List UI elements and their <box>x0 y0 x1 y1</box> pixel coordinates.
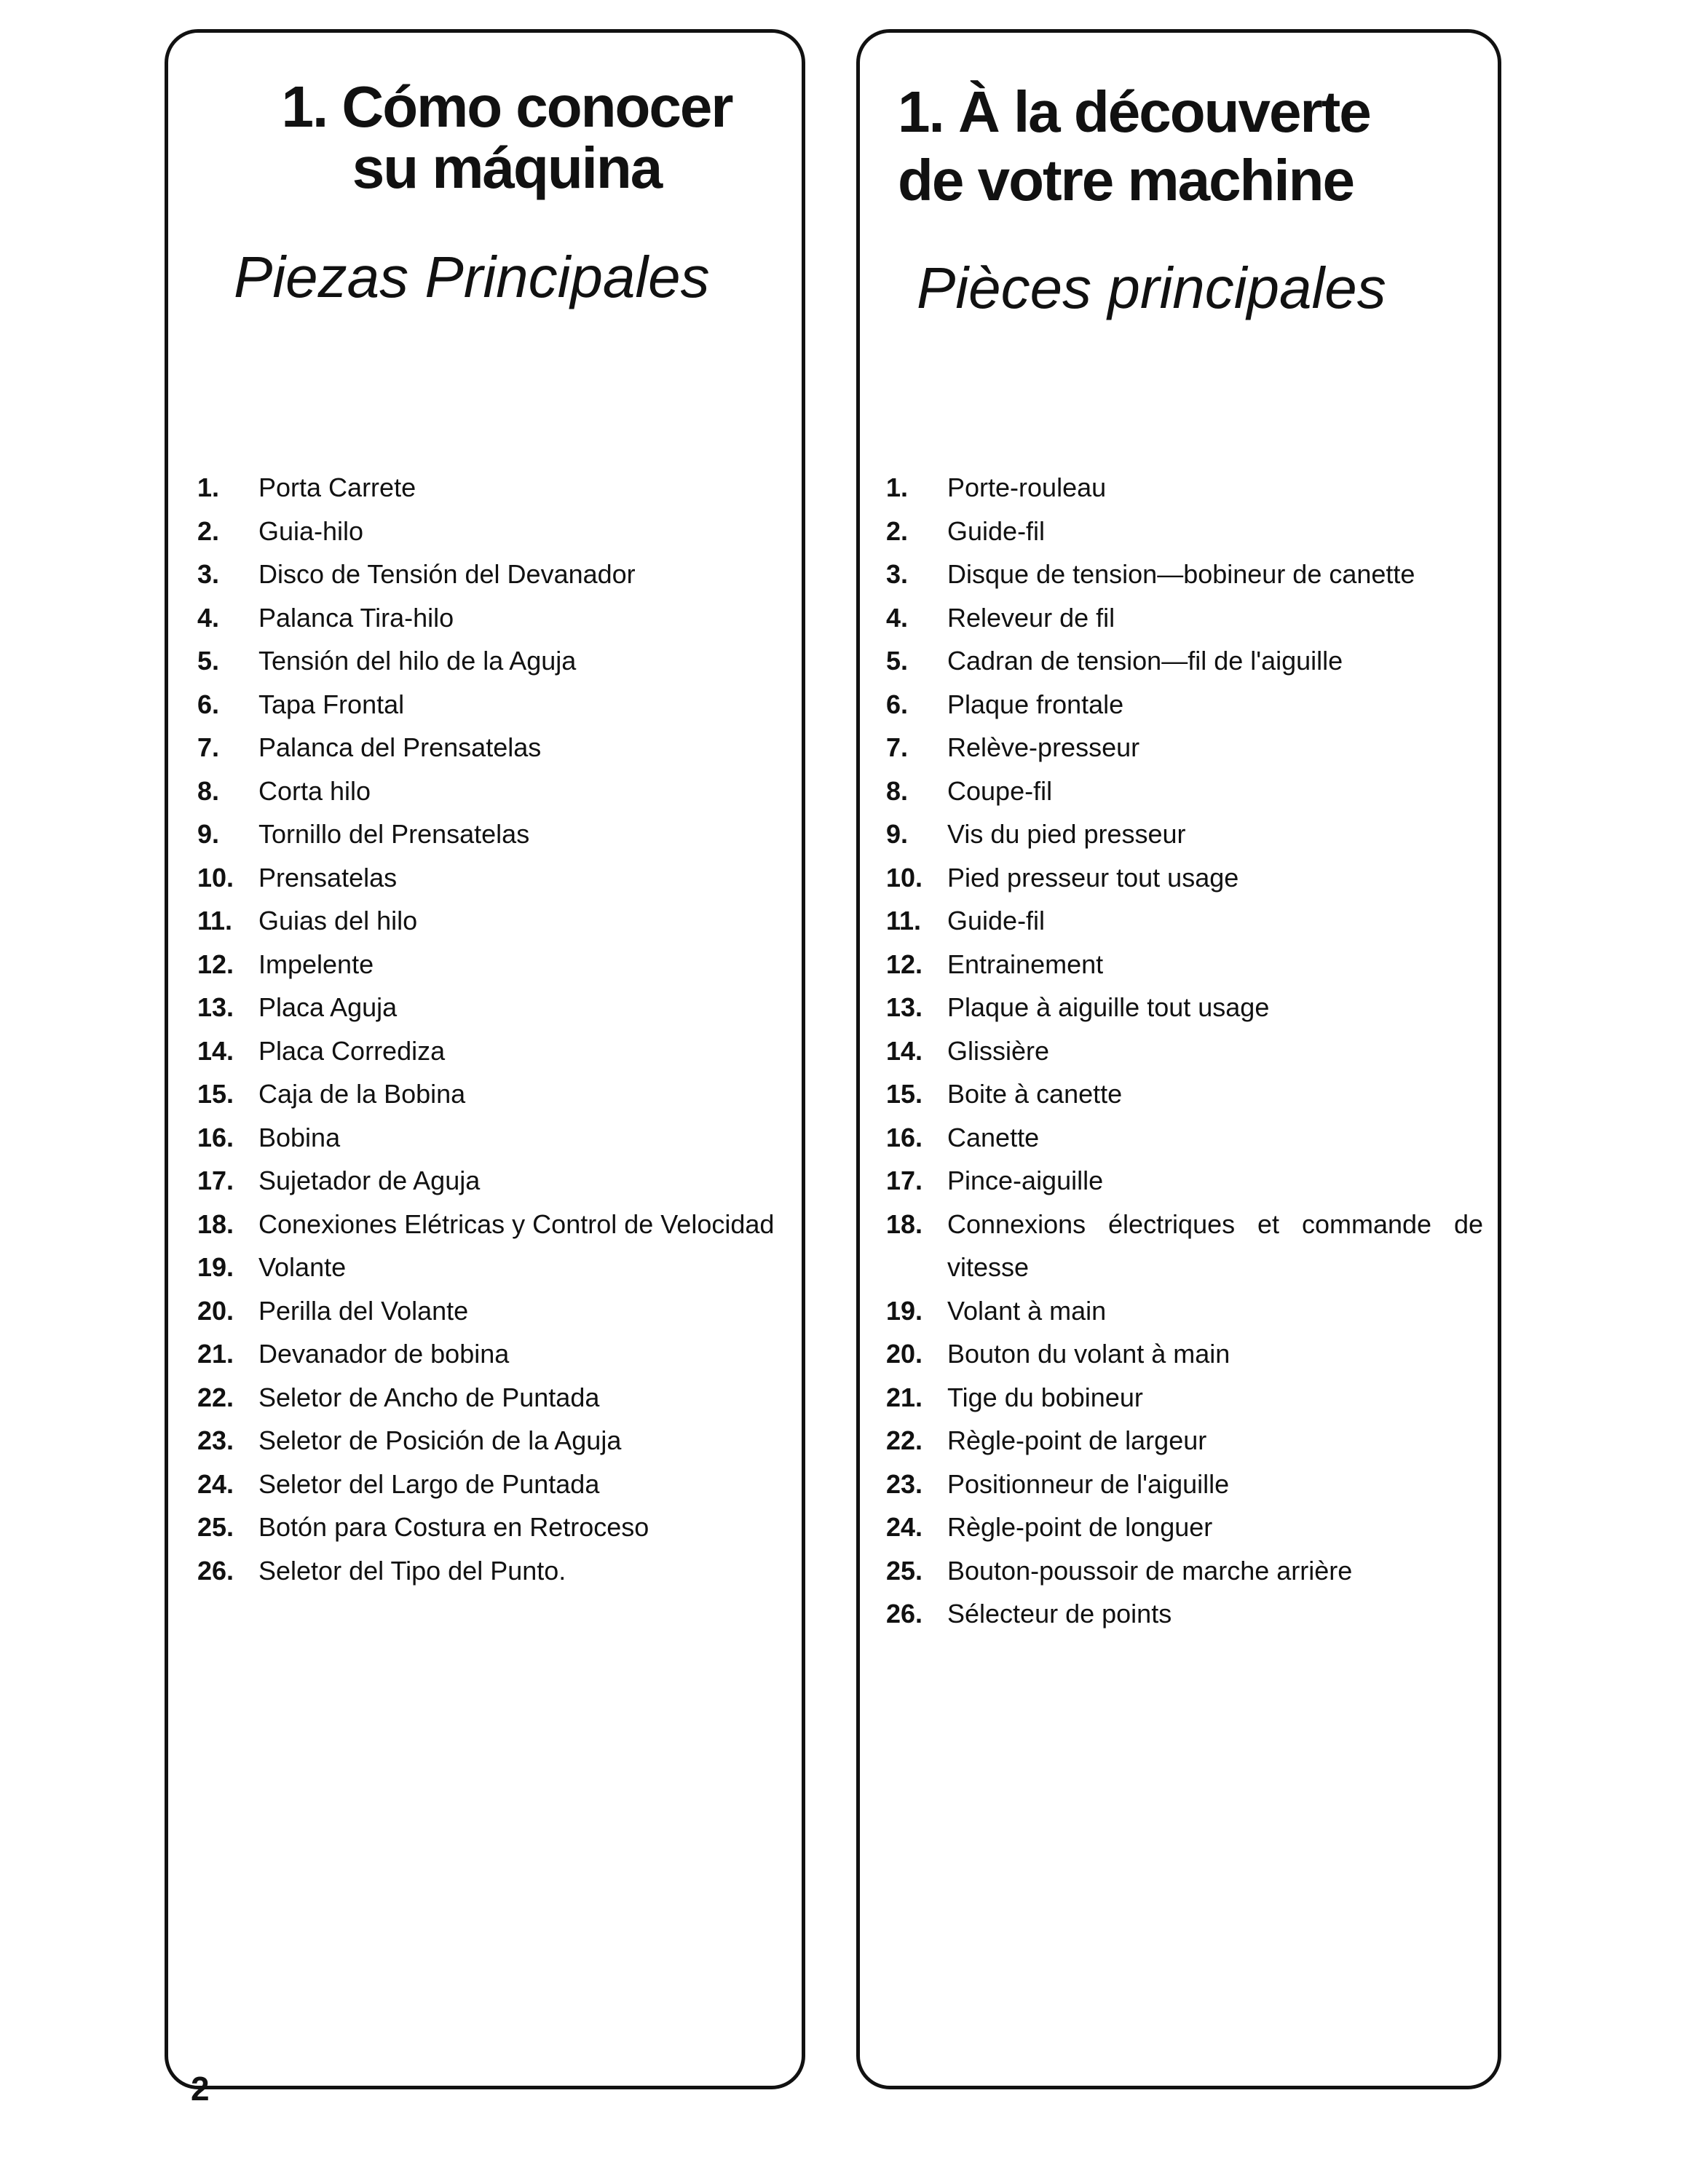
item-label: Porte-rouleau <box>947 472 1107 502</box>
item-label: Coupe-fil <box>947 775 1053 806</box>
list-item <box>886 769 1483 813</box>
item-number: 22. <box>886 1425 923 1455</box>
item-number: 26. <box>886 1599 923 1629</box>
list-item <box>886 553 1483 596</box>
item-number: 12. <box>197 949 234 979</box>
item-label: Tornillo del Prensatelas <box>258 819 530 849</box>
list-item <box>886 1419 1483 1463</box>
item-number: 25. <box>886 1555 923 1586</box>
item-number: 23. <box>886 1468 923 1499</box>
item-number: 3. <box>886 559 909 589</box>
list-item <box>886 596 1483 640</box>
list-item <box>886 1116 1483 1160</box>
item-number: 23. <box>197 1425 234 1455</box>
item-number: 3. <box>197 559 220 589</box>
item-number: 13. <box>886 992 923 1022</box>
item-label: Guia-hilo <box>258 515 364 546</box>
item-number: 16. <box>886 1122 923 1152</box>
item-label: Connexions électriques et commande de vitesse <box>947 1208 1483 1282</box>
item-number: 10. <box>886 862 923 893</box>
list-item <box>197 1203 780 1246</box>
item-label: Guide-fil <box>947 515 1046 546</box>
list-item <box>886 1549 1483 1593</box>
item-label: Perilla del Volante <box>258 1295 469 1326</box>
item-number: 11. <box>886 906 922 935</box>
list-item <box>886 899 1483 943</box>
item-number: 12. <box>886 949 923 979</box>
item-number: 8. <box>886 775 909 806</box>
list-item <box>886 726 1483 769</box>
item-number: 17. <box>197 1166 234 1195</box>
item-number: 5. <box>886 646 909 676</box>
item-label: Relève-presseur <box>947 732 1140 762</box>
item-number: 8. <box>197 775 220 806</box>
item-label: Plaque à aiguille tout usage <box>947 992 1270 1022</box>
item-label: Prensatelas <box>258 862 398 893</box>
item-label: Porta Carrete <box>258 472 416 502</box>
item-label: Palanca Tira-hilo <box>258 602 454 633</box>
item-label: Botón para Costura en Retroceso <box>258 1512 649 1542</box>
french-title <box>898 78 1498 215</box>
item-label: Seletor de Ancho de Puntada <box>258 1382 600 1412</box>
item-label: Plaque frontale <box>947 689 1124 719</box>
item-number: 2. <box>197 515 220 546</box>
item-number: 19. <box>886 1295 923 1326</box>
item-number: 7. <box>886 732 909 762</box>
item-label: Caja de la Bobina <box>258 1079 466 1109</box>
item-number: 17. <box>886 1166 923 1195</box>
item-label: Volant à main <box>947 1295 1107 1326</box>
spanish-title-line-1: 1. Cómo conocer <box>281 74 732 139</box>
list-item <box>886 1592 1483 1636</box>
item-number: 25. <box>197 1512 234 1542</box>
list-item <box>197 943 780 986</box>
item-number: 14. <box>197 1035 234 1066</box>
list-item <box>197 769 780 813</box>
list-item <box>886 1159 1483 1203</box>
item-label: Positionneur de l'aiguille <box>947 1468 1230 1499</box>
item-label: Impelente <box>258 949 374 979</box>
list-item <box>886 1289 1483 1333</box>
item-label: Canette <box>947 1122 1040 1152</box>
item-number: 13. <box>197 992 234 1022</box>
list-item <box>197 812 780 856</box>
spanish-panel <box>165 29 805 2089</box>
list-item <box>197 1159 780 1203</box>
list-item <box>197 596 780 640</box>
item-number: 20. <box>197 1295 234 1326</box>
item-number: 4. <box>886 602 909 633</box>
list-item <box>886 943 1483 986</box>
item-number: 22. <box>197 1382 234 1412</box>
item-label: Seletor del Tipo del Punto. <box>258 1555 566 1586</box>
item-label: Boite à canette <box>947 1079 1123 1109</box>
list-item <box>197 1116 780 1160</box>
item-label: Placa Corrediza <box>258 1035 446 1066</box>
item-label: Pince-aiguille <box>947 1166 1104 1195</box>
item-number: 5. <box>197 646 220 676</box>
item-number: 11. <box>197 906 233 935</box>
spanish-subtitle: Piezas Principales <box>234 245 710 309</box>
item-label: Glissière <box>947 1035 1050 1066</box>
list-item <box>197 899 780 943</box>
item-number: 14. <box>886 1035 923 1066</box>
item-label: Volante <box>258 1252 347 1282</box>
list-item <box>197 510 780 553</box>
list-item <box>886 986 1483 1029</box>
list-item <box>886 639 1483 683</box>
list-item <box>886 1376 1483 1420</box>
item-label: Vis du pied presseur <box>947 819 1186 849</box>
spanish-title <box>168 76 802 199</box>
list-item <box>197 1332 780 1376</box>
list-item <box>886 1332 1483 1376</box>
list-item <box>886 683 1483 727</box>
item-number: 10. <box>197 862 234 893</box>
item-number: 9. <box>886 819 909 849</box>
list-item <box>197 1029 780 1073</box>
item-label: Disque de tension—bobineur de canette <box>947 559 1415 589</box>
item-number: 19. <box>197 1252 234 1282</box>
list-item <box>197 553 780 596</box>
french-title-line-2: de votre machine <box>898 148 1354 213</box>
list-item <box>197 1419 780 1463</box>
item-number: 20. <box>886 1339 923 1369</box>
spanish-title-line-2: su máquina <box>352 135 662 200</box>
item-number: 6. <box>886 689 909 719</box>
list-item <box>886 510 1483 553</box>
list-item <box>197 1549 780 1593</box>
item-label: Pied presseur tout usage <box>947 862 1239 893</box>
item-label: Disco de Tensión del Devanador <box>258 559 636 589</box>
french-parts-list <box>886 466 1483 1636</box>
item-label: Bouton du volant à main <box>947 1339 1230 1369</box>
list-item <box>197 1246 780 1289</box>
item-number: 21. <box>886 1382 923 1412</box>
french-subtitle: Pièces principales <box>917 256 1386 320</box>
item-label: Palanca del Prensatelas <box>258 732 542 762</box>
item-label: Releveur de fil <box>947 602 1115 633</box>
list-item <box>197 726 780 769</box>
item-number: 6. <box>197 689 220 719</box>
item-number: 26. <box>197 1555 234 1586</box>
list-item <box>197 1289 780 1333</box>
item-number: 4. <box>197 602 220 633</box>
list-item <box>197 856 780 900</box>
item-label: Seletor del Largo de Puntada <box>258 1468 600 1499</box>
item-label: Règle-point de longuer <box>947 1512 1213 1542</box>
french-title-line-1: 1. À la découverte <box>898 79 1370 144</box>
item-number: 1. <box>886 472 909 502</box>
item-number: 21. <box>197 1339 234 1369</box>
list-item <box>886 812 1483 856</box>
item-number: 24. <box>886 1512 923 1542</box>
item-label: Règle-point de largeur <box>947 1425 1207 1455</box>
list-item <box>197 1506 780 1549</box>
item-label: Bouton-poussoir de marche arrière <box>947 1555 1353 1586</box>
item-label: Guide-fil <box>947 906 1046 935</box>
list-item <box>197 683 780 727</box>
item-label: Bobina <box>258 1122 341 1152</box>
item-number: 24. <box>197 1468 234 1499</box>
item-number: 2. <box>886 515 909 546</box>
item-number: 18. <box>197 1208 234 1239</box>
item-number: 1. <box>197 472 220 502</box>
list-item <box>197 639 780 683</box>
item-label: Tensión del hilo de la Aguja <box>258 646 577 676</box>
item-number: 16. <box>197 1122 234 1152</box>
list-item <box>886 1463 1483 1506</box>
list-item <box>197 1072 780 1116</box>
item-label: Devanador de bobina <box>258 1339 510 1369</box>
item-number: 15. <box>886 1079 923 1109</box>
item-label: Tapa Frontal <box>258 689 405 719</box>
item-number: 9. <box>197 819 220 849</box>
list-item <box>886 1203 1483 1289</box>
list-item <box>886 1029 1483 1073</box>
item-number: 18. <box>886 1208 923 1239</box>
item-label: Placa Aguja <box>258 992 398 1022</box>
spanish-parts-list <box>197 466 780 1592</box>
list-item <box>886 856 1483 900</box>
list-item <box>197 1376 780 1420</box>
item-number: 7. <box>197 732 220 762</box>
item-label: Cadran de tension—fil de l'aiguille <box>947 646 1343 676</box>
list-item <box>197 466 780 510</box>
item-label: Sélecteur de points <box>947 1599 1172 1629</box>
list-item <box>197 1463 780 1506</box>
item-label: Guias del hilo <box>258 906 418 935</box>
item-label: Entrainement <box>947 949 1104 979</box>
item-label: Corta hilo <box>258 775 371 806</box>
item-number: 15. <box>197 1079 234 1109</box>
page-number: 2 <box>191 2070 210 2108</box>
list-item <box>886 1072 1483 1116</box>
list-item <box>886 1506 1483 1549</box>
item-label: Sujetador de Aguja <box>258 1166 481 1195</box>
list-item <box>197 986 780 1029</box>
item-label: Seletor de Posición de la Aguja <box>258 1425 622 1455</box>
item-label: Tige du bobineur <box>947 1382 1143 1412</box>
list-item <box>886 466 1483 510</box>
french-panel <box>856 29 1501 2089</box>
item-label: Conexiones Elétricas y Control de Velocidad <box>258 1208 775 1239</box>
